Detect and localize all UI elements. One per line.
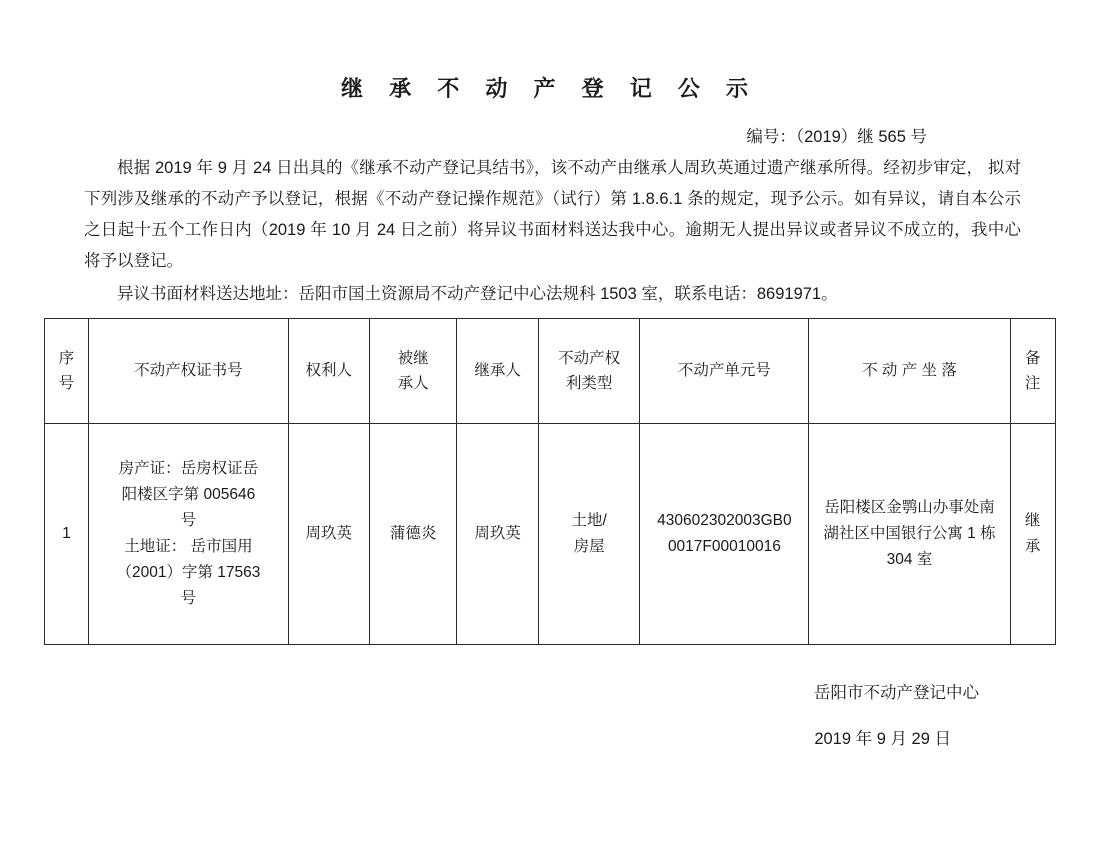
document-page (0, 72, 1099, 842)
unit-line: 0017F00010016 (667, 538, 781, 555)
right-type-line: 房屋 (573, 538, 605, 555)
th-heir: 继承人 (457, 319, 538, 424)
cert-line: （2001）字第 17563 (116, 564, 261, 581)
cell-seq: 1 (44, 424, 89, 645)
th-remark-label: 备注 (1024, 349, 1041, 392)
th-location: 不 动 产 坐 落 (809, 319, 1010, 424)
page-title: 继 承 不 动 产 登 记 公 示 (341, 76, 758, 101)
location-line: 岳阳楼区金鹗山办事处南 (824, 499, 995, 516)
unit-line: 430602302003GB0 (657, 512, 792, 529)
th-decedent-label: 被继承人 (397, 349, 429, 392)
th-remark (1010, 319, 1055, 424)
cell-decedent: 蒲德炎 (369, 424, 456, 645)
th-owner: 权利人 (288, 319, 369, 424)
th-seq (44, 319, 89, 424)
right-type-line: 土地/ (571, 512, 607, 529)
th-decedent (369, 319, 456, 424)
registration-table (44, 318, 1056, 645)
cert-line: 号 (180, 590, 197, 607)
cert-line: 阳楼区字第 005646 (121, 486, 256, 503)
cell-unit-number (640, 424, 809, 645)
issue-date: 2019 年 9 月 29 日 (814, 730, 951, 748)
issuer-name: 岳阳市不动产登记中心 (814, 684, 979, 702)
cert-line: 土地证： 岳市国用 (124, 538, 253, 555)
table-header-row (44, 319, 1055, 424)
th-unit-number: 不动产单元号 (640, 319, 809, 424)
th-seq-label: 序号 (58, 349, 75, 392)
cell-owner: 周玖英 (288, 424, 369, 645)
location-line: 湖社区中国银行公寓 1 栋 (823, 525, 996, 542)
location-line: 304 室 (886, 551, 933, 568)
cell-right-type (538, 424, 640, 645)
cell-location (809, 424, 1010, 645)
address-line: 异议书面材料送达地址：岳阳市国土资源局不动产登记中心法规科 1503 室，联系电话：8691971。 (117, 285, 838, 303)
paragraph-1: 根据 2019 年 9 月 24 日出具的《继承不动产登记具结书》，该不动产由继承人周玖英通过遗产继承所得。经初步审定， 拟对下列涉及继承的不动产予以登记，根据《不动产登记操作规范》（试行）第 1.8.6.1 条的规定，现予公示。如有异议，请自本公示之日起十五个工作日内（2019 年 10 月 24 日之前）将异议书面材料送达我中心。逾期无人提出异议或者异议不成立的，我中心将予以登记。 (84, 159, 1021, 270)
table-row (44, 424, 1055, 645)
cell-heir: 周玖英 (457, 424, 538, 645)
body-paragraph (0, 153, 1099, 277)
cert-line: 号 (180, 512, 197, 529)
th-right-type-label: 不动产权利类型 (558, 349, 621, 392)
cell-remark (1010, 424, 1055, 645)
th-right-type (538, 319, 640, 424)
th-cert: 不动产权证书号 (89, 319, 288, 424)
remark-line: 继 (1024, 512, 1041, 529)
document-number: 编号：（2019）继 565 号 (746, 128, 927, 146)
cell-certificate (89, 424, 288, 645)
remark-line: 承 (1024, 538, 1041, 555)
cert-line: 房产证：岳房权证岳 (118, 460, 259, 477)
